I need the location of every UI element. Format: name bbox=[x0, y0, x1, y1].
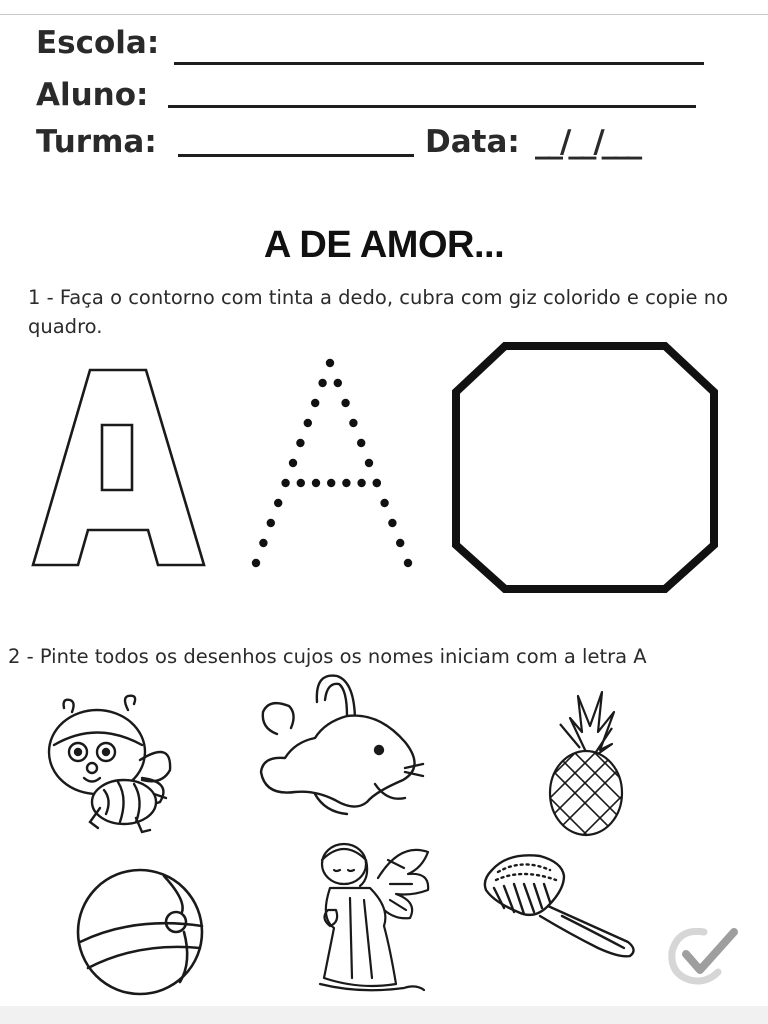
outline-letter-a bbox=[28, 365, 206, 570]
trace-dot bbox=[342, 479, 350, 487]
trace-dot bbox=[380, 499, 388, 507]
pineapple-icon[interactable] bbox=[540, 688, 640, 838]
trace-dot bbox=[334, 379, 342, 387]
student-field[interactable] bbox=[168, 105, 696, 108]
copy-box[interactable] bbox=[450, 340, 720, 595]
bee-icon[interactable] bbox=[42, 690, 182, 840]
class-label: Turma: bbox=[36, 124, 157, 160]
page-title: A DE AMOR... bbox=[263, 224, 505, 266]
trace-dot bbox=[297, 479, 305, 487]
check-icon bbox=[664, 924, 740, 986]
trace-dot bbox=[326, 359, 334, 367]
date-field[interactable]: __/__/___ bbox=[535, 124, 640, 160]
trace-dot bbox=[304, 419, 312, 427]
trace-dot bbox=[341, 399, 349, 407]
trace-dot bbox=[296, 439, 304, 447]
school-label: Escola: bbox=[36, 25, 160, 61]
trace-dot bbox=[365, 459, 373, 467]
trace-dot bbox=[311, 399, 319, 407]
class-field[interactable] bbox=[178, 154, 414, 157]
trace-dot bbox=[289, 459, 297, 467]
ball-icon[interactable] bbox=[74, 866, 209, 1001]
trace-dot bbox=[312, 479, 320, 487]
exercise-1-instruction: 1 - Faça o contorno com tinta a dedo, cubra com giz colorido e copie no quadro. bbox=[28, 286, 729, 338]
trace-dot bbox=[373, 479, 381, 487]
footer-band bbox=[0, 1006, 768, 1024]
trace-dot bbox=[349, 419, 357, 427]
trace-dot bbox=[267, 519, 275, 527]
rabbit-icon[interactable] bbox=[255, 672, 430, 822]
trace-dot bbox=[274, 499, 282, 507]
trace-dot bbox=[357, 439, 365, 447]
trace-dot bbox=[259, 539, 267, 547]
trace-dot bbox=[404, 559, 412, 567]
brush-icon[interactable] bbox=[478, 850, 640, 962]
trace-dot bbox=[318, 379, 326, 387]
dotted-letter-a[interactable] bbox=[240, 345, 420, 575]
student-label: Aluno: bbox=[36, 77, 149, 113]
trace-dot bbox=[388, 519, 396, 527]
trace-dot bbox=[252, 559, 260, 567]
date-label: Data: bbox=[425, 124, 520, 160]
school-field[interactable] bbox=[174, 62, 704, 65]
exercise-2-instruction: 2 - Pinte todos os desenhos cujos os nomes iniciam com a letra A bbox=[8, 645, 647, 668]
trace-dot bbox=[396, 539, 404, 547]
trace-dot bbox=[327, 479, 335, 487]
angel-icon[interactable] bbox=[300, 838, 435, 998]
trace-dot bbox=[357, 479, 365, 487]
trace-dot bbox=[281, 479, 289, 487]
top-divider bbox=[0, 14, 768, 15]
